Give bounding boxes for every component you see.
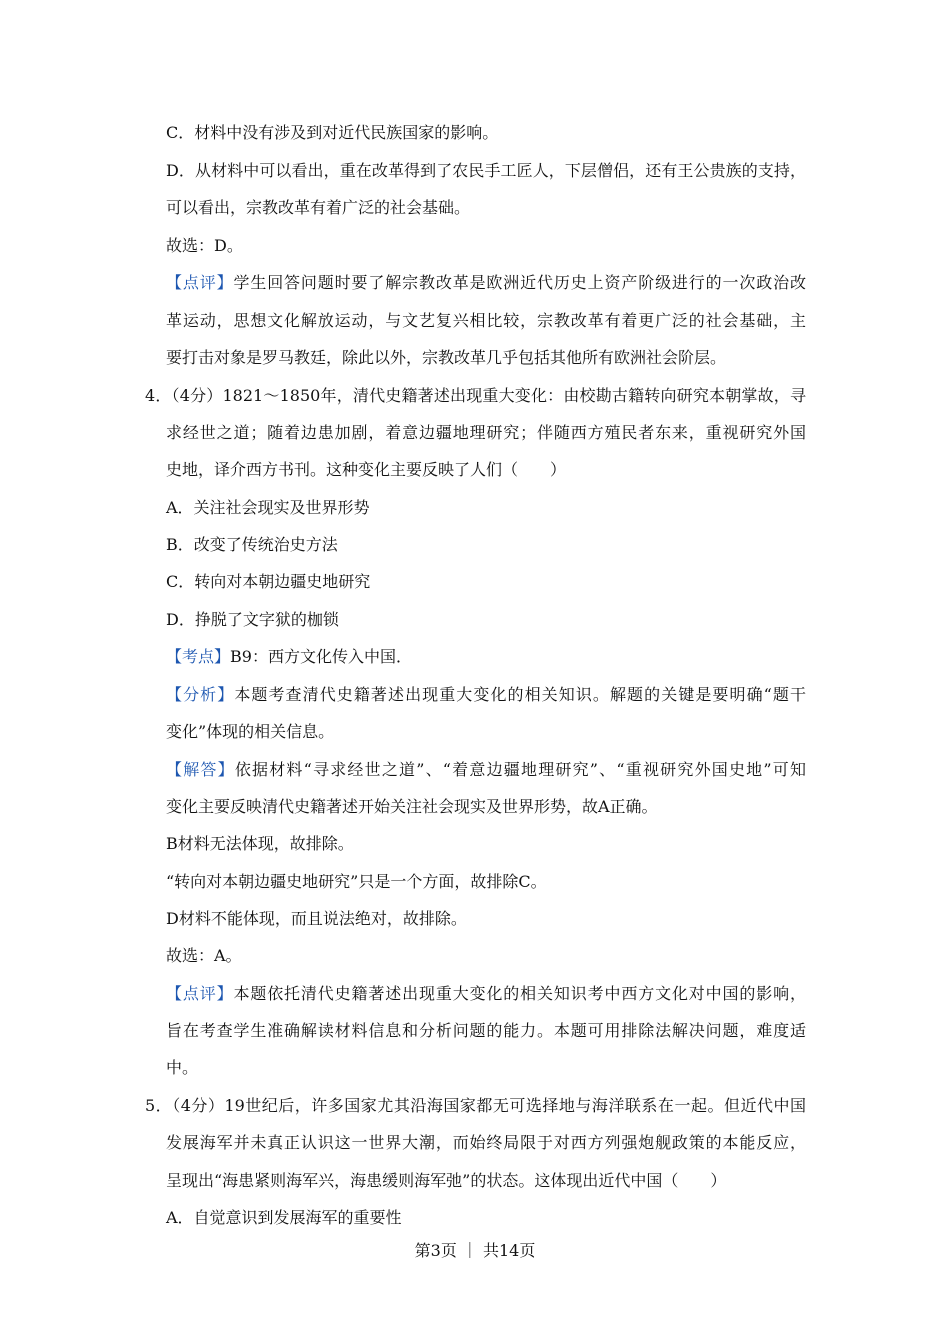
q4-stem-line1: 4．（4分）1821～1850年，清代史籍著述出现重大变化：由校勘古籍转向研究本朝掌故，寻 bbox=[145, 386, 806, 405]
q4-option-b: B．改变了传统治史方法 bbox=[166, 535, 338, 554]
q4-solution-line3: B材料无法体现，故排除。 bbox=[166, 834, 354, 853]
q3-option-d-line2: 可以看出，宗教改革有着广泛的社会基础。 bbox=[166, 198, 471, 217]
q4-point-text: B9：西方文化传入中国． bbox=[230, 647, 412, 666]
q4-answer: 故选：A。 bbox=[166, 946, 242, 965]
q4-solution-text: 依据材料“寻求经世之道”、“着意边疆地理研究”、“重视研究外国史地”可知 bbox=[234, 760, 806, 779]
analysis-tag: 【分析】 bbox=[166, 685, 235, 704]
q4-review-text: 本题依托清代史籍著述出现重大变化的相关知识考中西方文化对中国的影响， bbox=[233, 984, 806, 1003]
q4-point-line bbox=[166, 647, 806, 667]
q4-review-line2: 旨在考查学生准确解读材料信息和分析问题的能力。本题可用排除法解决问题，难度适 bbox=[166, 1021, 806, 1040]
q4-analysis-text: 本题考查清代史籍著述出现重大变化的相关知识。解题的关键是要明确“题干 bbox=[234, 685, 806, 704]
q4-analysis-line2: 变化”体现的相关信息。 bbox=[166, 722, 335, 741]
q3-answer: 故选：D。 bbox=[166, 236, 243, 255]
q4-analysis-line1 bbox=[166, 685, 806, 705]
q5-stem-line2: 发展海军并未真正认识这一世界大潮，而始终局限于对西方列强炮舰政策的本能反应， bbox=[166, 1133, 806, 1152]
q4-stem-line3: 史地，译介西方书刊。这种变化主要反映了人们（ ） bbox=[166, 460, 567, 479]
review-tag: 【点评】 bbox=[166, 273, 234, 292]
q5-option-a: A．自觉意识到发展海军的重要性 bbox=[166, 1208, 402, 1227]
q4-solution-line2: 变化主要反映清代史籍著述开始关注社会现实及世界形势，故A正确。 bbox=[166, 797, 658, 816]
q4-option-d: D．挣脱了文字狱的枷锁 bbox=[166, 610, 339, 629]
q4-solution-line5: D材料不能体现，而且说法绝对，故排除。 bbox=[166, 909, 467, 928]
point-tag: 【考点】 bbox=[166, 647, 231, 666]
review-tag: 【点评】 bbox=[166, 984, 234, 1003]
q4-option-a: A．关注社会现实及世界形势 bbox=[166, 498, 370, 517]
q3-review-line2: 革运动，思想文化解放运动，与文艺复兴相比较，宗教改革有着更广泛的社会基础，主 bbox=[166, 311, 806, 330]
q5-stem-line3: 呈现出“海患紧则海军兴，海患缓则海军弛”的状态。这体现出近代中国（ ） bbox=[166, 1171, 727, 1190]
page-footer: 第3页 ｜ 共14页 bbox=[414, 1241, 536, 1260]
solution-tag: 【解答】 bbox=[166, 760, 235, 779]
q4-review-line3: 中。 bbox=[166, 1058, 199, 1077]
q3-option-c: C．材料中没有涉及到对近代民族国家的影响。 bbox=[166, 123, 499, 142]
q3-option-d-line1: D．从材料中可以看出，重在改革得到了农民手工匠人，下层僧侣，还有王公贵族的支持， bbox=[166, 161, 806, 180]
q4-option-c: C．转向对本朝边疆史地研究 bbox=[166, 572, 371, 591]
q4-review-line1 bbox=[166, 984, 806, 1004]
q3-review-line3: 要打击对象是罗马教廷，除此以外，宗教改革几乎包括其他所有欧洲社会阶层。 bbox=[166, 348, 727, 367]
q4-stem-line2: 求经世之道；随着边患加剧，着意边疆地理研究；伴随西方殖民者东来，重视研究外国 bbox=[166, 423, 806, 442]
q4-solution-line1 bbox=[166, 760, 806, 780]
q4-solution-line4: “转向对本朝边疆史地研究”只是一个方面，故排除C。 bbox=[166, 872, 547, 891]
q5-stem-line1: 5．（4分）19世纪后，许多国家尤其沿海国家都无可选择地与海洋联系在一起。但近代中国 bbox=[145, 1096, 806, 1115]
q3-review-line1 bbox=[166, 273, 806, 293]
q3-review-text: 学生回答问题时要了解宗教改革是欧洲近代历史上资产阶级进行的一次政治改 bbox=[233, 273, 806, 292]
